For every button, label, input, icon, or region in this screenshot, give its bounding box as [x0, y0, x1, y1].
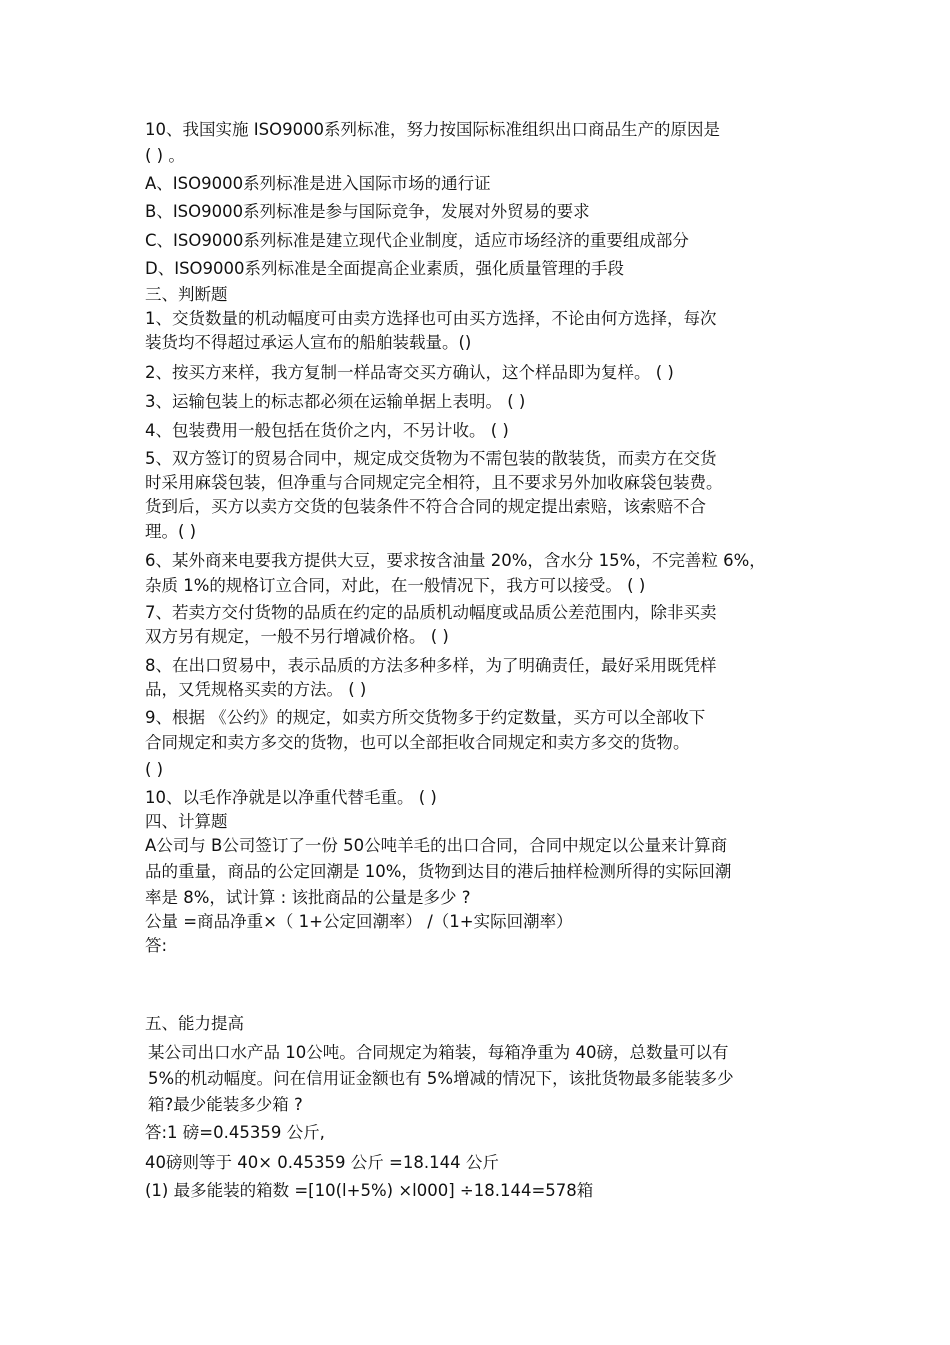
section-3-line: 货到后，买方以卖方交货的包装条件不符合合同的规定提出索赔，该索赔不合	[145, 497, 706, 516]
section-3-line: ( )	[145, 760, 164, 779]
section-5-heading: 五、能力提高	[145, 1014, 244, 1033]
section-3-line: 5、双方签订的贸易合同中，规定成交货物为不需包装的散装货，而卖方在交货	[145, 449, 717, 468]
section-4-line: 品的重量，商品的公定回潮是 10%，货物到达目的港后抽样检测所得的实际回潮	[145, 862, 732, 881]
section-3-line: 8、在出口贸易中，表示品质的方法多种多样，为了明确责任，最好采用既凭样	[145, 656, 717, 675]
question-10-stem-line-1: 10、我国实施 ISO9000系列标准，努力按国际标准组织出口商品生产的原因是	[145, 120, 721, 139]
section-3-line: 双方另有规定，一般不另行增减价格。 ( )	[145, 627, 449, 646]
section-3-line: 时采用麻袋包装，但净重与合同规定完全相符，且不要求另外加收麻袋包装费。	[145, 473, 723, 492]
section-3-heading: 三、判断题	[145, 285, 228, 304]
answer-line: (1) 最多能装的箱数 =[10(l+5%) ×l000] ÷18.144=578箱	[145, 1181, 594, 1200]
section-3-line: 6、某外商来电要我方提供大豆，要求按含油量 20%，含水分 15%，不完善粒 6%，	[145, 551, 766, 570]
option-b: B、ISO9000系列标准是参与国际竞争，发展对外贸易的要求	[145, 202, 590, 221]
section-5-line: 箱?最少能装多少箱 ?	[148, 1095, 303, 1114]
option-a: A、ISO9000系列标准是进入国际市场的通行证	[145, 174, 491, 193]
section-3-line: 10、以毛作净就是以净重代替毛重。 ( )	[145, 788, 437, 807]
answer-line: 答:1 磅=0.45359 公斤,	[145, 1123, 325, 1142]
section-3-line: 4、包装费用一般包括在货价之内，不另计收。 ( )	[145, 421, 509, 440]
section-3-line: 2、按买方来样，我方复制一样品寄交买方确认，这个样品即为复样。 ( )	[145, 363, 674, 382]
section-3-line: 合同规定和卖方多交的货物，也可以全部拒收合同规定和卖方多交的货物。	[145, 733, 690, 752]
section-4-line: 率是 8%，试计算 : 该批商品的公量是多少 ?	[145, 888, 471, 907]
question-10-stem-line-2: ( ) 。	[145, 146, 185, 165]
section-4-heading: 四、计算题	[145, 812, 228, 831]
section-3-line: 装货均不得超过承运人宣布的船舶装载量。()	[145, 333, 472, 352]
section-3-line: 3、运输包装上的标志都必须在运输单据上表明。 ( )	[145, 392, 526, 411]
section-3-line: 品，又凭规格买卖的方法。 ( )	[145, 680, 367, 699]
option-d: D、ISO9000系列标准是全面提高企业素质，强化质量管理的手段	[145, 259, 625, 278]
section-3-line: 9、根据 《公约》的规定，如卖方所交货物多于约定数量，买方可以全部收下	[145, 708, 706, 727]
answer-line: 40磅则等于 40× 0.45359 公斤 =18.144 公斤	[145, 1153, 499, 1172]
section-5-line: 5%的机动幅度。问在信用证金额也有 5%增减的情况下，该批货物最多能装多少	[148, 1069, 734, 1088]
section-5-line: 某公司出口水产品 10公吨。合同规定为箱装，每箱净重为 40磅，总数量可以有	[148, 1043, 729, 1062]
option-c: C、ISO9000系列标准是建立现代企业制度，适应市场经济的重要组成部分	[145, 231, 689, 250]
answer-label: 答:	[145, 936, 168, 955]
section-4-line: A公司与 B公司签订了一份 50公吨羊毛的出口合同，合同中规定以公量来计算商	[145, 836, 728, 855]
formula-line: 公量 =商品净重×（ 1+公定回潮率） /（1+实际回潮率）	[145, 912, 573, 931]
section-3-line: 杂质 1%的规格订立合同，对此，在一般情况下，我方可以接受。 ( )	[145, 576, 646, 595]
section-3-line: 理。( )	[145, 522, 197, 541]
section-3-line: 7、若卖方交付货物的品质在约定的品质机动幅度或品质公差范围内，除非买卖	[145, 603, 717, 622]
section-3-line: 1、交货数量的机动幅度可由卖方选择也可由买方选择，不论由何方选择，每次	[145, 309, 717, 328]
